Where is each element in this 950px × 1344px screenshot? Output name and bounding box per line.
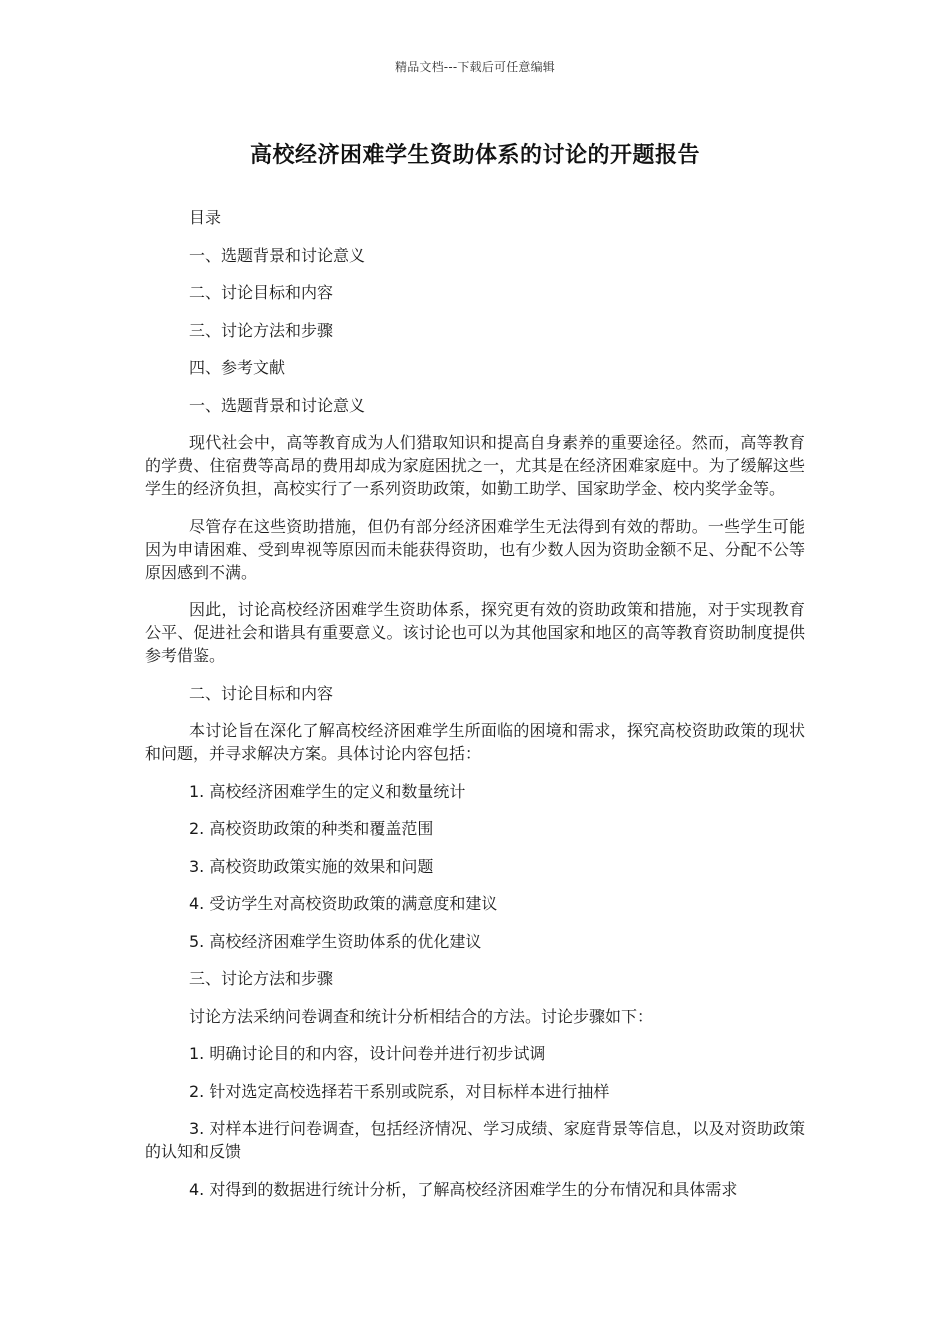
list-item: 5. 高校经济困难学生资助体系的优化建议 — [189, 931, 482, 951]
section-heading: 二、讨论目标和内容 — [189, 683, 334, 703]
toc-item: 四、参考文献 — [189, 358, 286, 377]
list-item: 4. 对得到的数据进行统计分析，了解高校经济困难学生的分布情况和具体需求 — [189, 1179, 738, 1199]
body-paragraph: 因此，讨论高校经济困难学生资助体系，探究更有效的资助政策和措施，对于实现教育公平、促进社会和谐具有重要意义。该讨论也可以为其他国家和地区的高等教育资助制度提供参考借鉴。 — [145, 600, 805, 665]
list-item: 4. 受访学生对高校资助政策的满意度和建议 — [189, 894, 498, 913]
list-item: 3. 高校资助政策实施的效果和问题 — [189, 856, 434, 876]
document-body — [145, 206, 805, 1215]
body-paragraph: 尽管存在这些资助措施，但仍有部分经济困难学生无法得到有效的帮助。一些学生可能因为申请困难、受到卑视等原因而未能获得资助，也有少数人因为资助金额不足、分配不公等原因感到不满。 — [145, 516, 805, 582]
section-heading: 一、选题背景和讨论意义 — [189, 395, 366, 415]
body-paragraph: 现代社会中，高等教育成为人们猎取知识和提高自身素养的重要途径。然而，高等教育的学费、住宿费等高昂的费用却成为家庭困扰之一，尤其是在经济困难家庭中。为了缓解这些学生的经济负担，高校实行了一系列资助政策，如勤工助学、国家助学金、校内奖学金等。 — [145, 433, 805, 498]
toc-item: 一、选题背景和讨论意义 — [189, 245, 366, 265]
list-item: 2. 高校资助政策的种类和覆盖范围 — [189, 819, 434, 838]
body-paragraph: 本讨论旨在深化了解高校经济困难学生所面临的困境和需求，探究高校资助政策的现状和问题，并寻求解决方案。具体讨论内容包括： — [145, 721, 805, 763]
list-item: 3. 对样本进行问卷调查，包括经济情况、学习成绩、家庭背景等信息，以及对资助政策的认知和反馈 — [145, 1119, 805, 1161]
toc-item: 三、讨论方法和步骤 — [189, 320, 334, 340]
section-heading: 三、讨论方法和步骤 — [189, 969, 334, 988]
list-item: 2. 针对选定高校选择若干系别或院系，对目标样本进行抽样 — [189, 1081, 610, 1101]
document-title: 高校经济困难学生资助体系的讨论的开题报告 — [249, 143, 700, 168]
toc-item: 二、讨论目标和内容 — [189, 283, 334, 302]
toc-heading: 目录 — [189, 208, 222, 227]
list-item: 1. 明确讨论目的和内容，设计问卷并进行初步试调 — [189, 1044, 546, 1063]
body-paragraph: 讨论方法采纳问卷调查和统计分析相结合的方法。讨论步骤如下： — [189, 1006, 654, 1026]
list-item: 1. 高校经济困难学生的定义和数量统计 — [189, 781, 466, 801]
header-note: 精品文档---下载后可任意编辑 — [395, 60, 555, 74]
